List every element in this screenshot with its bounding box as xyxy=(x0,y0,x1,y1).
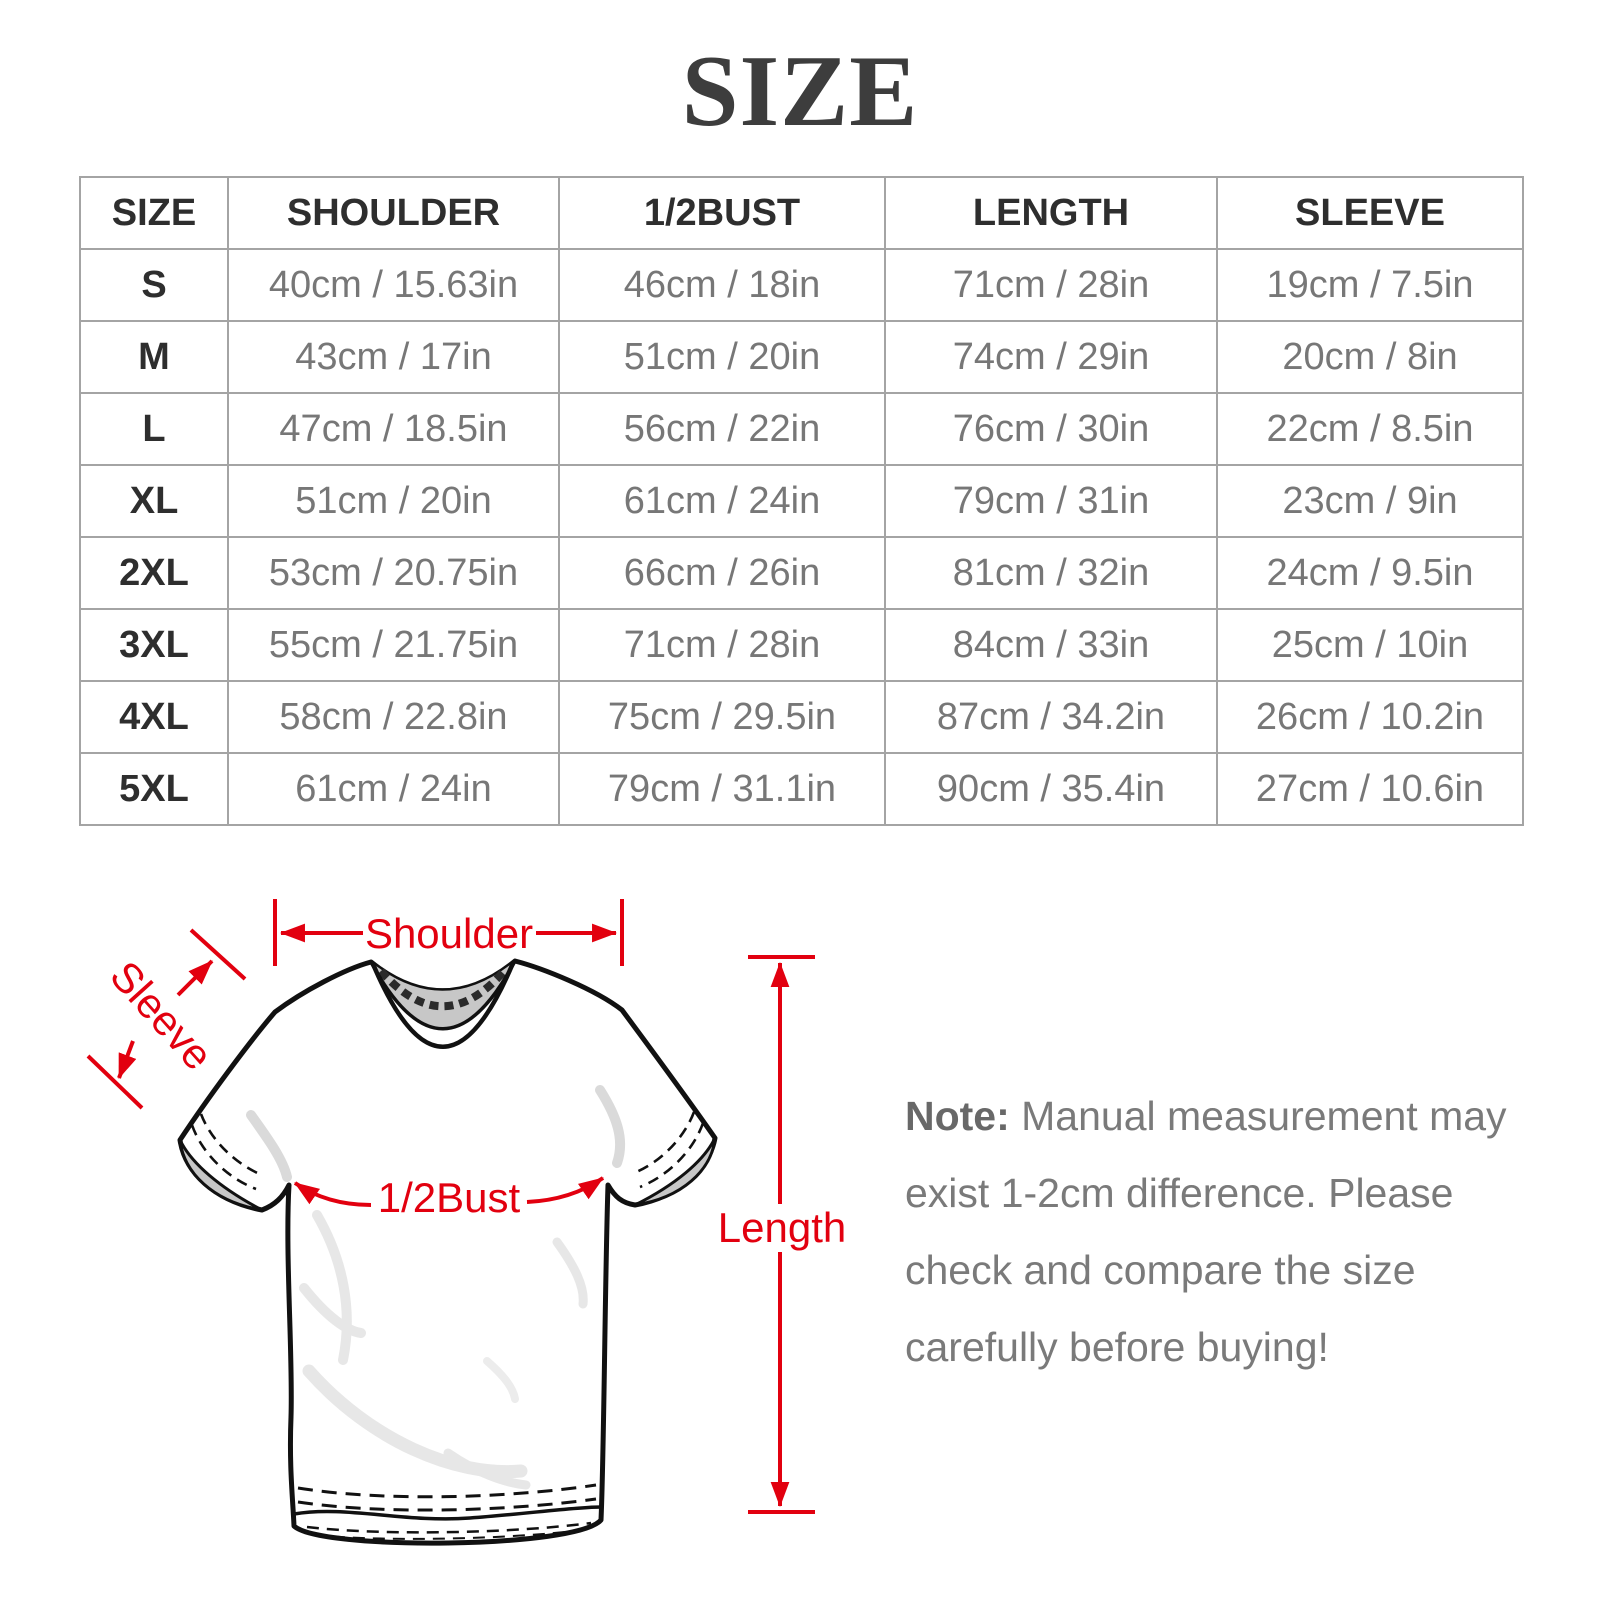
note xyxy=(905,1078,1527,1386)
shoulder-label: Shoulder xyxy=(364,910,534,957)
sleeve-cell: 25cm / 10in xyxy=(1217,609,1523,681)
size-cell: M xyxy=(80,321,228,393)
note-prefix: Note: xyxy=(905,1093,1010,1139)
table-row xyxy=(80,753,1523,825)
shoulder-cell: 55cm / 21.75in xyxy=(228,609,559,681)
shoulder-cell: 58cm / 22.8in xyxy=(228,681,559,753)
length-cell: 90cm / 35.4in xyxy=(885,753,1217,825)
table-header-size: SIZE xyxy=(80,177,228,249)
shoulder-cell: 51cm / 20in xyxy=(228,465,559,537)
page-title: SIZE xyxy=(681,35,919,148)
table-row xyxy=(80,249,1523,321)
sleeve-arrow-lower xyxy=(119,1041,133,1078)
tshirt-measurement-diagram xyxy=(55,855,865,1565)
size-cell: 4XL xyxy=(80,681,228,753)
length-cell: 79cm / 31in xyxy=(885,465,1217,537)
sleeve-cell: 24cm / 9.5in xyxy=(1217,537,1523,609)
note-body: Manual measurement may exist 1-2cm difference. Please check and compare the size carefully before buying! xyxy=(905,1093,1507,1370)
sleeve-arrow-upper xyxy=(178,961,212,995)
bust-cell: 51cm / 20in xyxy=(559,321,885,393)
sleeve-label: Sleeve xyxy=(101,951,223,1079)
size-cell: XL xyxy=(80,465,228,537)
shoulder-cell: 40cm / 15.63in xyxy=(228,249,559,321)
table-row xyxy=(80,681,1523,753)
bust-cell: 46cm / 18in xyxy=(559,249,885,321)
sleeve-tick-lower xyxy=(88,1056,142,1108)
shoulder-cell: 43cm / 17in xyxy=(228,321,559,393)
table-row xyxy=(80,321,1523,393)
shoulder-cell: 53cm / 20.75in xyxy=(228,537,559,609)
size-cell: 3XL xyxy=(80,609,228,681)
bust-label: 1/2Bust xyxy=(377,1174,521,1221)
sleeve-cell: 26cm / 10.2in xyxy=(1217,681,1523,753)
size-cell: L xyxy=(80,393,228,465)
table-header-sleeve: SLEEVE xyxy=(1217,177,1523,249)
table-row xyxy=(80,609,1523,681)
table-header-row xyxy=(80,177,1523,249)
bust-cell: 71cm / 28in xyxy=(559,609,885,681)
size-cell: S xyxy=(80,249,228,321)
bust-cell: 79cm / 31.1in xyxy=(559,753,885,825)
bust-cell: 61cm / 24in xyxy=(559,465,885,537)
sleeve-cell: 19cm / 7.5in xyxy=(1217,249,1523,321)
sleeve-cell: 23cm / 9in xyxy=(1217,465,1523,537)
shoulder-cell: 61cm / 24in xyxy=(228,753,559,825)
length-cell: 81cm / 32in xyxy=(885,537,1217,609)
size-cell: 2XL xyxy=(80,537,228,609)
table-row xyxy=(80,537,1523,609)
shoulder-cell: 47cm / 18.5in xyxy=(228,393,559,465)
tshirt-illustration xyxy=(180,961,715,1543)
sleeve-cell: 27cm / 10.6in xyxy=(1217,753,1523,825)
bust-cell: 66cm / 26in xyxy=(559,537,885,609)
size-cell: 5XL xyxy=(80,753,228,825)
table-header-bust: 1/2BUST xyxy=(559,177,885,249)
sleeve-cell: 20cm / 8in xyxy=(1217,321,1523,393)
bust-cell: 56cm / 22in xyxy=(559,393,885,465)
table-header-shoulder: SHOULDER xyxy=(228,177,559,249)
sleeve-cell: 22cm / 8.5in xyxy=(1217,393,1523,465)
size-table xyxy=(79,176,1524,826)
bust-cell: 75cm / 29.5in xyxy=(559,681,885,753)
length-cell: 76cm / 30in xyxy=(885,393,1217,465)
length-cell: 87cm / 34.2in xyxy=(885,681,1217,753)
length-cell: 71cm / 28in xyxy=(885,249,1217,321)
length-cell: 74cm / 29in xyxy=(885,321,1217,393)
length-cell: 84cm / 33in xyxy=(885,609,1217,681)
table-row xyxy=(80,465,1523,537)
table-row xyxy=(80,393,1523,465)
length-label: Length xyxy=(717,1204,847,1251)
table-header-length: LENGTH xyxy=(885,177,1217,249)
